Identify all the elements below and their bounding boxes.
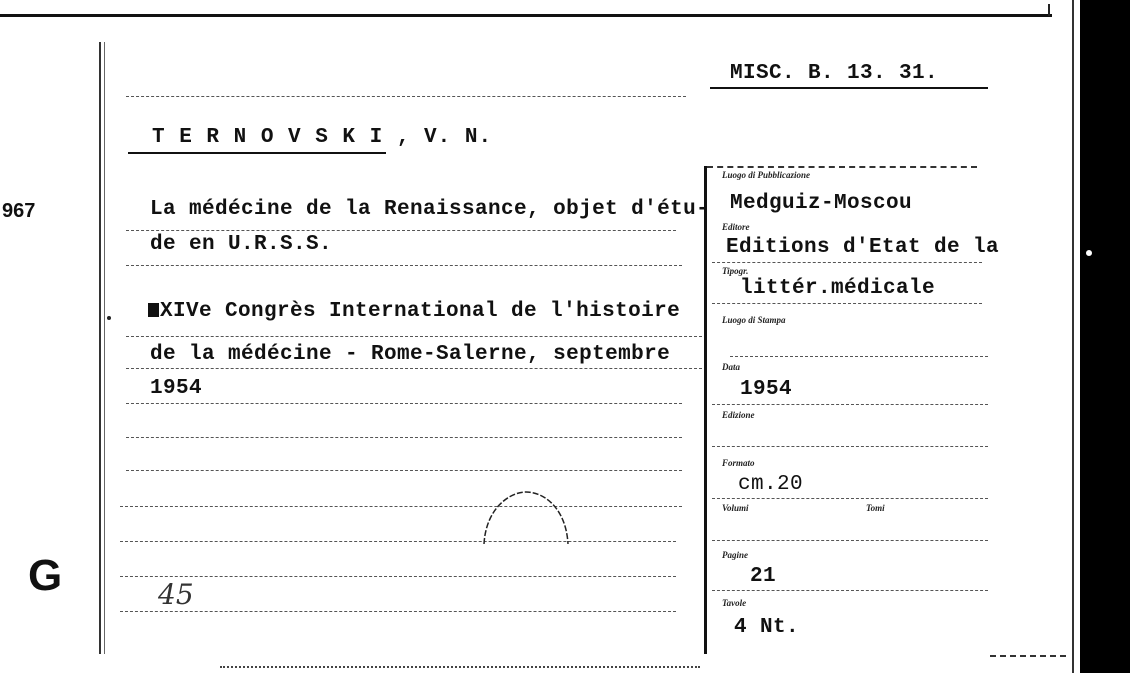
rule-line bbox=[126, 368, 702, 369]
editore-value: Editions d'Etat de la bbox=[726, 236, 1000, 259]
rule-line bbox=[126, 230, 676, 231]
author-heading: T E R N O V S K I , V. N. bbox=[152, 126, 493, 149]
right-edge bbox=[1080, 0, 1130, 673]
field-rule bbox=[712, 404, 988, 405]
rule-line bbox=[126, 336, 702, 337]
title-line-1: La médécine de la Renaissance, objet d'étu- bbox=[150, 198, 710, 221]
editore-label: Editore bbox=[722, 222, 750, 232]
data-label: Data bbox=[722, 362, 740, 372]
right-edge-dot bbox=[1086, 250, 1092, 256]
handwritten-number: 45 bbox=[158, 578, 194, 611]
right-edge-gap bbox=[1068, 0, 1080, 673]
luogo-stampa-label: Luogo di Stampa bbox=[722, 315, 786, 325]
luogo-pubblicazione-value: Medguiz-Moscou bbox=[730, 192, 913, 215]
rule-line bbox=[120, 611, 676, 612]
series-line-1: XIVe Congrès International de l'histoire bbox=[160, 300, 681, 323]
right-edge-line bbox=[1072, 0, 1074, 673]
field-rule bbox=[712, 498, 988, 499]
field-rule bbox=[712, 303, 982, 304]
punch-hole-arc bbox=[480, 488, 572, 548]
formato-value: cm.20 bbox=[738, 473, 804, 496]
margin-line-2 bbox=[104, 42, 105, 654]
formato-label: Formato bbox=[722, 458, 755, 468]
rule-line bbox=[126, 437, 682, 438]
pagine-label: Pagine bbox=[722, 550, 748, 560]
data-value: 1954 bbox=[740, 378, 793, 401]
series-line-3: 1954 bbox=[150, 377, 203, 400]
tavole-value: 4 Nt. bbox=[734, 616, 800, 639]
luogo-pubblicazione-label: Luogo di Pubblicazione bbox=[722, 170, 811, 180]
bottom-edge bbox=[220, 666, 700, 668]
field-rule bbox=[712, 540, 988, 541]
info-box-top bbox=[707, 166, 977, 168]
shelfmark: MISC. B. 13. 31. bbox=[730, 62, 939, 85]
top-corner-mark bbox=[1044, 4, 1050, 16]
rule-line bbox=[126, 403, 682, 404]
margin-dot bbox=[107, 316, 111, 320]
field-rule bbox=[712, 262, 982, 263]
field-rule bbox=[712, 446, 988, 447]
tomi-label: Tomi bbox=[866, 503, 885, 513]
tipografia-value: littér.médicale bbox=[740, 277, 936, 300]
pagine-value: 21 bbox=[750, 565, 777, 588]
rule-line bbox=[126, 265, 682, 266]
volumi-label: Volumi bbox=[722, 503, 749, 513]
edizione-label: Edizione bbox=[722, 410, 755, 420]
field-rule bbox=[712, 590, 988, 591]
rule-line bbox=[126, 470, 682, 471]
shelfmark-underline bbox=[710, 87, 988, 89]
top-border bbox=[0, 14, 1052, 17]
series-mark bbox=[148, 303, 159, 317]
rule-line bbox=[120, 576, 676, 577]
info-box-border bbox=[704, 166, 707, 654]
title-line-2: de en U.R.S.S. bbox=[150, 233, 333, 256]
tavole-label: Tavole bbox=[722, 598, 747, 608]
rule-line bbox=[126, 96, 686, 97]
series-line-2: de la médécine - Rome-Salerne, septembre bbox=[150, 343, 671, 366]
bottom-rule bbox=[990, 655, 1066, 657]
tipografia-label: Tipogr. bbox=[722, 266, 749, 276]
field-rule bbox=[730, 356, 988, 357]
side-number: 967 bbox=[2, 200, 36, 222]
rule-line bbox=[120, 541, 676, 542]
rule-line bbox=[120, 506, 682, 507]
margin-line-1 bbox=[99, 42, 101, 654]
side-mark: G bbox=[28, 551, 63, 600]
author-underline bbox=[128, 152, 386, 154]
